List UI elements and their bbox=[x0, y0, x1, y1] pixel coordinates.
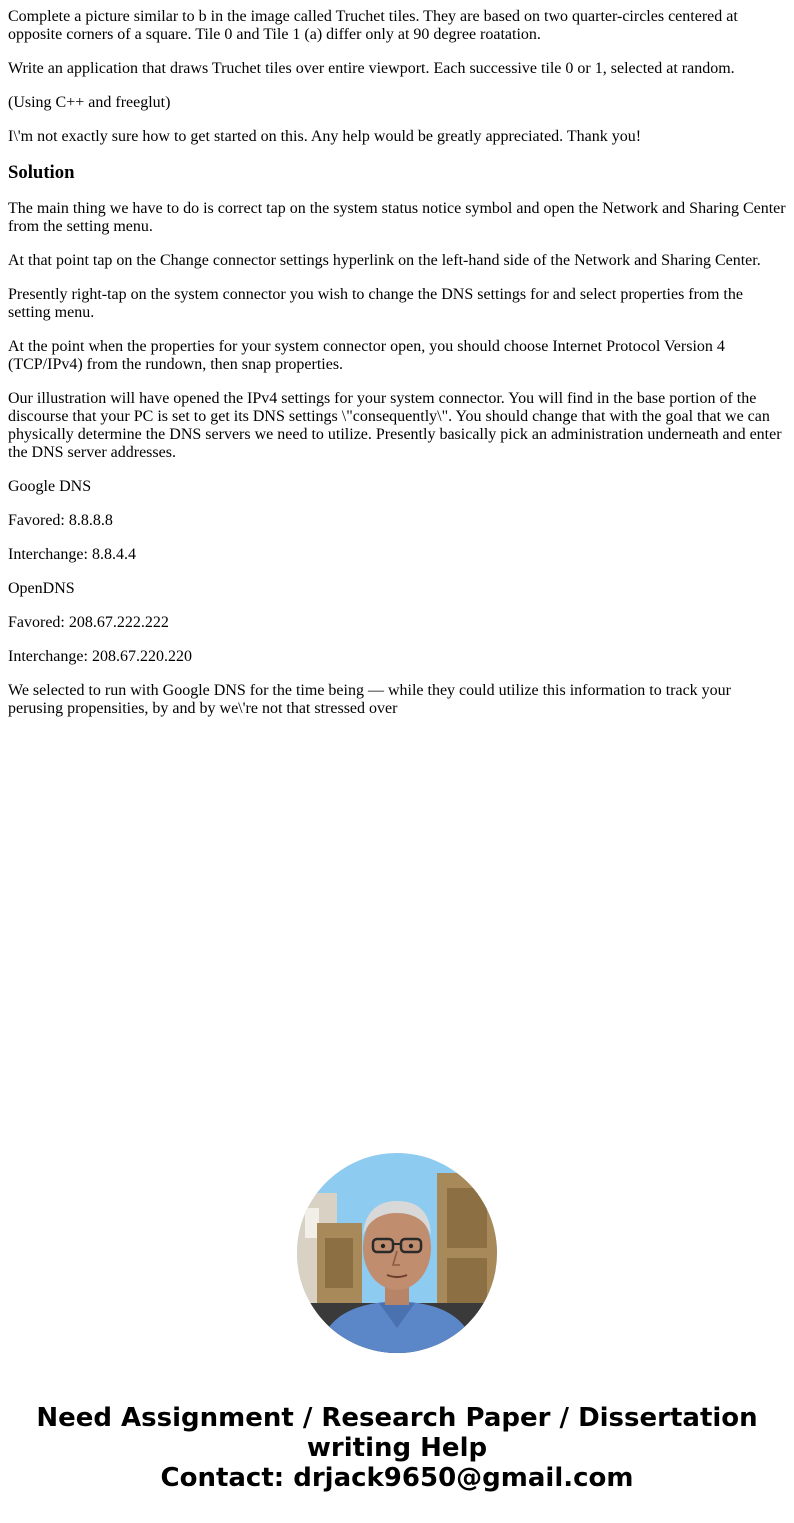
question-paragraph-2: Write an application that draws Truchet tiles over entire viewport. Each successive tile 0 or 1, selected at random. bbox=[8, 60, 735, 77]
solution-paragraph-5: Our illustration will have opened the IPv4 settings for your system connector. You will find in the base portion of the discourse that your PC is set to get its DNS settings \"consequently\". You should change that with the goal that we can physically determine the DNS servers we need to utilize. Presently basically pick an administration underneath and enter the DNS server addresses. bbox=[8, 390, 782, 461]
promo-contact: Contact: drjack9650@gmail.com bbox=[160, 1463, 634, 1493]
dns-opendns-alternate: Interchange: 208.67.220.220 bbox=[8, 648, 192, 665]
dns-google-alternate: Interchange: 8.8.4.4 bbox=[8, 546, 136, 563]
promo-line-2: writing Help bbox=[306, 1433, 488, 1463]
question-paragraph-3: (Using C++ and freeglut) bbox=[8, 94, 171, 111]
author-portrait-image bbox=[297, 1153, 497, 1353]
promo-line-1: Need Assignment / Research Paper / Dissertation bbox=[36, 1403, 758, 1433]
question-paragraph-4: I\'m not exactly sure how to get started on this. Any help would be greatly appreciated. Thank you! bbox=[8, 128, 642, 145]
dns-opendns-preferred: Favored: 208.67.222.222 bbox=[8, 614, 169, 631]
solution-heading: Solution bbox=[8, 162, 75, 183]
author-avatar bbox=[297, 1153, 497, 1353]
promo-banner bbox=[0, 1403, 794, 1493]
solution-paragraph-2: At that point tap on the Change connector settings hyperlink on the left-hand side of the Network and Sharing Center. bbox=[8, 252, 761, 269]
solution-paragraph-final: We selected to run with Google DNS for the time being — while they could utilize this information to track your perusing propensities, by and by we\'re not that stressed over bbox=[8, 682, 731, 717]
main-content bbox=[8, 8, 786, 734]
solution-paragraph-3: Presently right-tap on the system connector you wish to change the DNS settings for and select properties from the setting menu. bbox=[8, 286, 743, 321]
dns-provider-google: Google DNS bbox=[8, 478, 92, 495]
solution-paragraph-4: At the point when the properties for your system connector open, you should choose Internet Protocol Version 4 (TCP/IPv4) from the rundown, then snap properties. bbox=[8, 338, 725, 373]
dns-provider-opendns: OpenDNS bbox=[8, 580, 75, 597]
dns-google-preferred: Favored: 8.8.8.8 bbox=[8, 512, 113, 529]
solution-paragraph-1: The main thing we have to do is correct tap on the system status notice symbol and open the Network and Sharing Center from the setting menu. bbox=[8, 200, 786, 235]
question-paragraph-1: Complete a picture similar to b in the image called Truchet tiles. They are based on two quarter-circles centered at opposite corners of a square. Tile 0 and Tile 1 (a) differ only at 90 degree roatation. bbox=[8, 8, 738, 43]
